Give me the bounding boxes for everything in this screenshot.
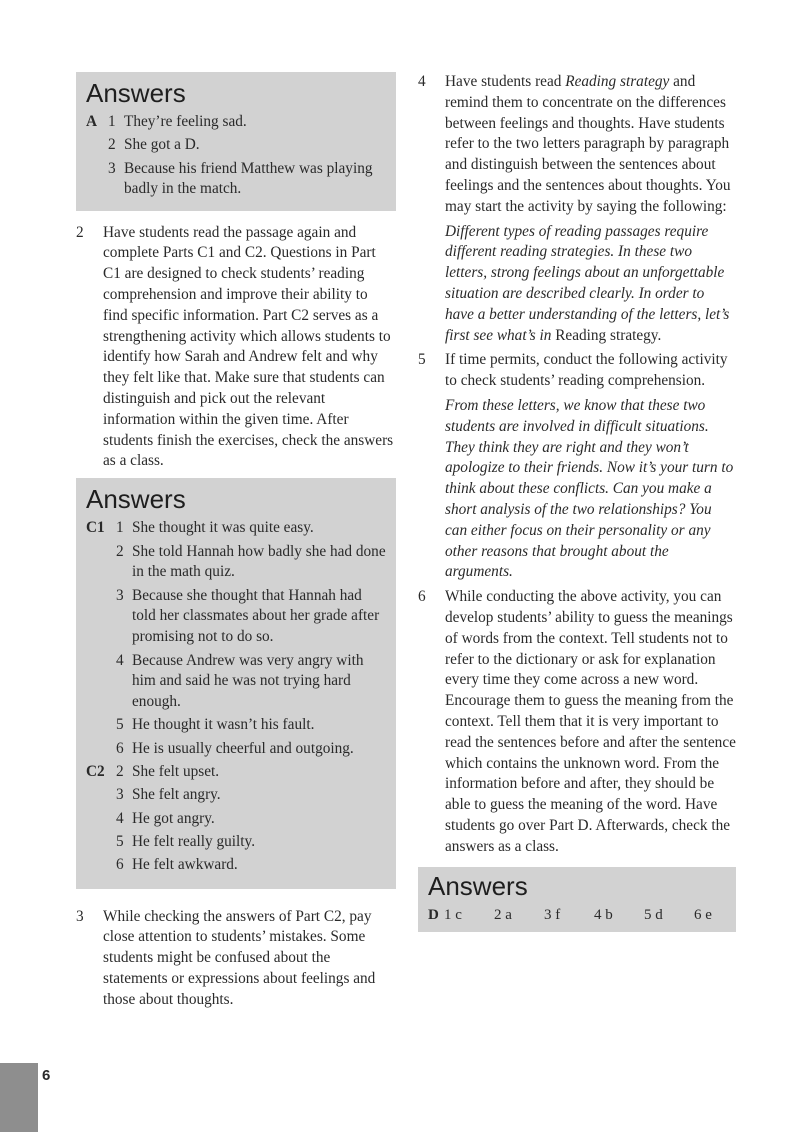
- answer-number: 2: [116, 542, 124, 560]
- instruction-item-5: [418, 350, 736, 583]
- instruction-item-4: [418, 72, 736, 346]
- answer-section: [86, 715, 116, 736]
- answer-section: [86, 586, 116, 648]
- answer-text: He felt awkward.: [132, 856, 238, 874]
- answer-number: 6: [116, 739, 124, 757]
- answer-row: [86, 159, 386, 201]
- answer-key: 4 b: [594, 907, 613, 924]
- answer-text: She felt angry.: [132, 786, 221, 804]
- italic-end: Reading strategy.: [555, 326, 662, 344]
- answer-key: 5 d: [644, 907, 663, 924]
- answer-row: [86, 586, 386, 648]
- answer-section: A: [86, 113, 98, 130]
- answer-section: [86, 542, 116, 584]
- answer-section: [86, 159, 108, 201]
- answers-box-title: Answers: [86, 78, 186, 108]
- answer-text: She felt upset.: [132, 763, 220, 781]
- answer-number: 4: [116, 809, 124, 827]
- item-number: 6: [418, 588, 426, 606]
- answer-text: She told Hannah how badly she had done in the math quiz.: [132, 542, 386, 581]
- instruction-item-3: [76, 907, 396, 1011]
- right-column: [418, 72, 736, 932]
- item-text-part: Have students read: [445, 73, 566, 90]
- item-number: 3: [76, 907, 84, 925]
- answer-row: [86, 855, 386, 876]
- answer-number: 3: [116, 786, 124, 804]
- item-number: 4: [418, 73, 426, 90]
- item-text: [445, 72, 736, 218]
- answer-section: [86, 785, 116, 806]
- answer-key: 6 e: [694, 907, 712, 924]
- answer-row: [86, 762, 386, 783]
- answer-number: 3: [108, 159, 116, 177]
- page-tab-marker: [0, 1063, 38, 1132]
- answer-number: 1: [108, 113, 116, 130]
- item-text: While checking the answers of Part C2, pay close attention to students’ mistakes. Some students might be confused about the statements or expressions about feelings and those about thoughts.: [103, 907, 376, 1008]
- instruction-item-2: [76, 223, 396, 473]
- item-text: Have students read the passage again and complete Parts C1 and C2. Questions in Part C1 are designed to check students’ reading comprehension and improve their ability to find specific information. Part C2 serves as a strengthening activity which allows students to identify how Sarah and Andrew felt and why they felt like that. Make sure that students can distinguish and pick out the relevant information within the given time. After students finish the exercises, check the answers as a class.: [103, 223, 394, 470]
- instruction-item-6: [418, 587, 736, 857]
- answer-section: [86, 832, 116, 853]
- answer-section: C2: [86, 763, 105, 781]
- answer-section: [86, 809, 116, 830]
- item-italic-text: From these letters, we know that these two students are involved in difficult situations. They think they are right and they won’t apologize to their friends. Now it’s your turn to think about these conflicts. Can you make a short analysis of the two relationships? You can either focus on their personality or any other reasons that brought about the arguments.: [445, 396, 734, 581]
- answer-key: 2 a: [494, 907, 512, 924]
- answer-text: He felt really guilty.: [132, 832, 256, 850]
- answer-row: [86, 715, 386, 736]
- answer-section: [86, 651, 116, 713]
- answer-number: 5: [116, 832, 124, 850]
- item-text-emphasis: Reading strategy: [565, 73, 670, 90]
- answers-box-d: [418, 867, 736, 932]
- item-number: 5: [418, 351, 426, 369]
- answer-number: 5: [116, 716, 124, 734]
- answer-number: 6: [116, 856, 124, 874]
- item-text: While conducting the above activity, you can develop students’ ability to guess the meanings of words from the context. Tell students not to refer to the dictionary or ask for explanation every time they come across a new word. Encourage them to guess the meaning from the context. Tell them that it is very important to read the sentences before and after the sentence which contains the unknown word. From the information before and after, they should be able to guess the meaning of the word. Have students go over Part D. Afterwards, check the answers as a class.: [445, 588, 736, 855]
- item-text: If time permits, conduct the following activity to check students’ reading comprehension.: [445, 351, 728, 390]
- answer-number: 1: [116, 519, 124, 537]
- answer-key: 1 c: [444, 907, 462, 924]
- answer-text: Because she thought that Hannah had told her classmates about her grade after promising not to do so.: [132, 586, 380, 646]
- answer-section: [86, 855, 116, 876]
- answer-text: Because his friend Matthew was playing badly in the match.: [124, 159, 373, 198]
- item-italic-text: [445, 222, 736, 347]
- italic-part: Different types of reading passages require different reading strategies. In these two letters, strong feelings about an unforgettable situation are described clearly. In order to have a better understanding of the letters, let’s first see what’s in: [445, 222, 730, 344]
- answer-text: He is usually cheerful and outgoing.: [132, 739, 354, 757]
- answer-row: [86, 739, 386, 760]
- answer-row: [86, 809, 386, 830]
- answer-number: 2: [108, 136, 116, 154]
- answers-box-title: Answers: [428, 871, 528, 902]
- answer-text: She got a D.: [124, 136, 200, 154]
- answer-number: 4: [116, 651, 124, 669]
- answer-key-row: [428, 905, 726, 926]
- answers-box-c: [76, 478, 396, 888]
- answer-row: [86, 785, 386, 806]
- answer-number: 3: [116, 586, 124, 604]
- answer-row: [86, 542, 386, 584]
- answer-row: [86, 518, 386, 539]
- answer-section: C1: [86, 519, 105, 537]
- left-column: [76, 72, 396, 1010]
- item-number: 2: [76, 223, 84, 241]
- answer-number: 2: [116, 763, 124, 781]
- answer-row: [86, 135, 386, 156]
- answer-key: 3 f: [544, 907, 561, 924]
- answer-row: [86, 832, 386, 853]
- answers-box-title: Answers: [86, 484, 186, 515]
- answers-box-a: [76, 72, 396, 211]
- answer-section: [86, 739, 116, 760]
- answer-text: She thought it was quite easy.: [132, 519, 314, 537]
- answer-text: Because Andrew was very angry with him and said he was not trying hard enough.: [132, 651, 364, 711]
- answer-section: [86, 135, 108, 156]
- answer-text: They’re feeling sad.: [124, 113, 247, 130]
- answer-section: D: [428, 907, 439, 924]
- answer-text: He got angry.: [132, 809, 215, 827]
- answer-row: [86, 651, 386, 713]
- answer-text: He thought it wasn’t his fault.: [132, 716, 315, 734]
- item-text-part: and remind them to concentrate on the differences between feelings and thoughts. Have students refer to the two letters paragraph by paragraph and distinguish between the sentences about feelings and the sentences about thoughts. You may start the activity by saying the following:: [445, 73, 731, 215]
- answer-row: [86, 112, 386, 133]
- page-number: 6: [42, 1067, 51, 1084]
